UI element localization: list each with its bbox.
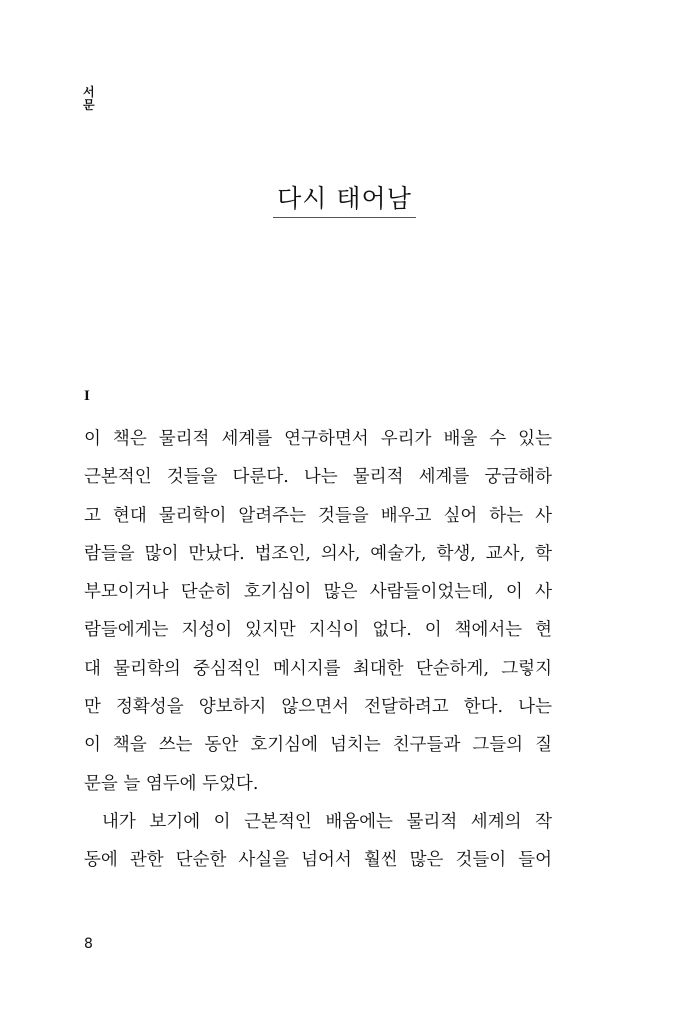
text-line: 대 물리학의 중심적인 메시지를 최대한 단순하게, 그렇지 [84,658,552,679]
section-label: 서문 [83,85,95,112]
chapter-title: 다시 태어남 [273,184,416,218]
page-number: 8 [84,936,93,952]
text-line: 동에 관한 단순한 사실을 넘어서 훨씬 많은 것들이 들어 [84,850,552,871]
text-line: 고 현대 물리학이 알려주는 것들을 배우고 싶어 하는 사 [84,505,552,526]
text-line: 문을 늘 염두에 두었다. [84,773,259,794]
chapter-title-container [0,184,689,218]
text-line: 근본적인 것들을 다룬다. 나는 물리적 세계를 궁금해하 [84,467,552,488]
part-numeral: I [84,388,90,404]
text-line: 내가 보기에 이 근본적인 배움에는 물리적 세계의 작 [102,811,552,832]
paragraph-1 [84,420,552,803]
text-line: 만 정확성을 양보하지 않으면서 전달하려고 한다. 나는 [84,697,552,718]
text-line: 람들에게는 지성이 있지만 지식이 없다. 이 책에서는 현 [84,620,552,641]
paragraph-2 [84,803,552,880]
text-line: 부모이거나 단순히 호기심이 많은 사람들이었는데, 이 사 [84,582,552,603]
body-text [84,420,552,880]
text-line: 이 책은 물리적 세계를 연구하면서 우리가 배울 수 있는 [84,429,552,449]
text-line: 이 책을 쓰는 동안 호기심에 넘치는 친구들과 그들의 질 [84,735,552,756]
text-line: 람들을 많이 만났다. 법조인, 의사, 예술가, 학생, 교사, 학 [84,543,552,564]
